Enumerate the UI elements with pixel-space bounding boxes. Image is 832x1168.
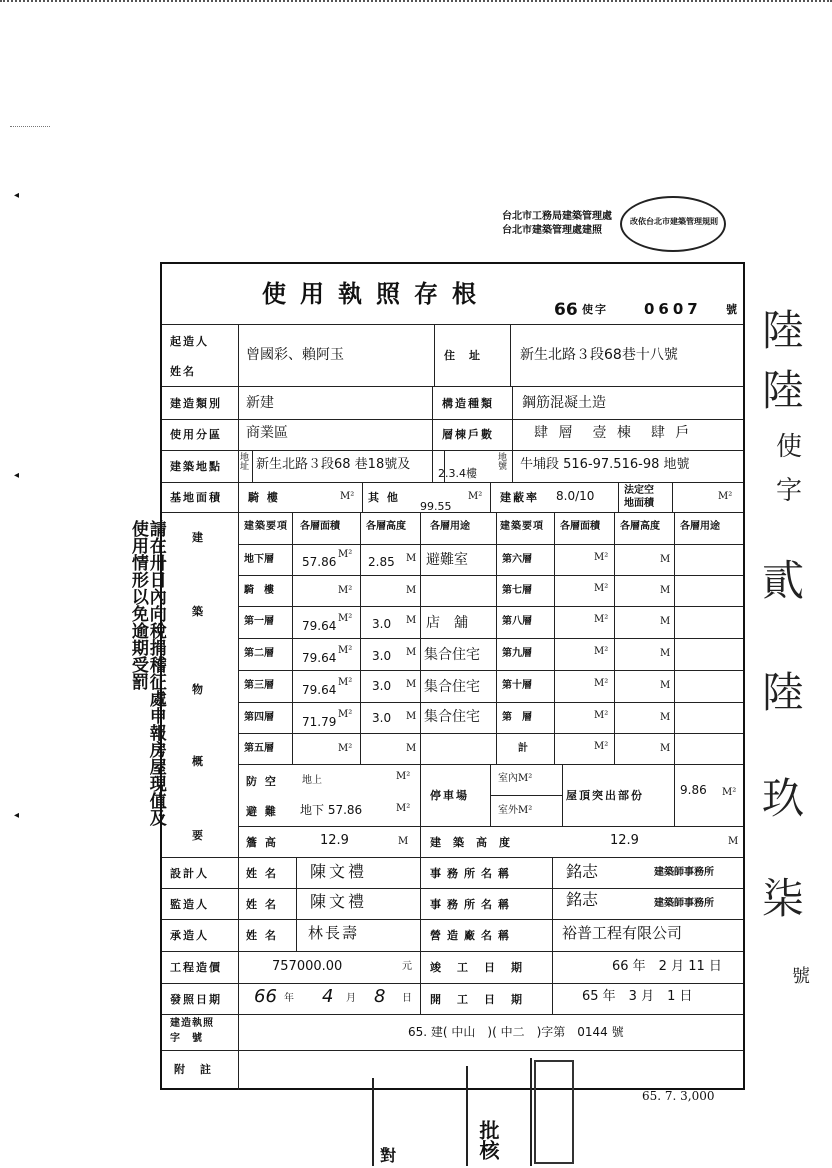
site-area-label: 基地面積 bbox=[170, 491, 222, 504]
floor-use: 集合住宅 bbox=[424, 709, 480, 725]
roof-projection-value: 9.86 bbox=[680, 783, 707, 797]
coverage-ratio-label: 建蔽率 bbox=[500, 491, 539, 504]
right-mark-2: 陸 bbox=[762, 366, 805, 415]
contractor-name-label: 姓名 bbox=[246, 929, 284, 942]
other-area-label: 其 他 bbox=[368, 491, 400, 504]
issue-day: 8 bbox=[374, 986, 386, 1007]
construction-type-label: 建造類別 bbox=[170, 397, 222, 410]
floor-area: 79.64 bbox=[302, 683, 337, 697]
contractor-label: 承造人 bbox=[170, 929, 209, 942]
permit-suffix: 號 bbox=[726, 303, 739, 316]
floor-name: 第四層 bbox=[244, 712, 274, 723]
approval-stamp-red bbox=[534, 1060, 574, 1164]
floor-area-unit: M² bbox=[594, 741, 609, 752]
permit-year: 66 bbox=[554, 300, 578, 320]
designer-label: 設計人 bbox=[170, 867, 209, 880]
contractor-firm: 裕普工程有限公司 bbox=[562, 924, 683, 942]
designer-office: 銘志 bbox=[566, 862, 599, 881]
parking-label: 停車場 bbox=[430, 789, 469, 802]
building-height-unit: M bbox=[728, 836, 739, 847]
floor-name: 第 層 bbox=[502, 712, 532, 723]
floor-name: 騎 樓 bbox=[244, 585, 274, 596]
designer-office-label: 事務所名稱 bbox=[430, 867, 515, 880]
arcade-area-unit: M² bbox=[340, 491, 355, 502]
floor-height-unit: M bbox=[406, 553, 417, 564]
header-height-right: 各層高度 bbox=[620, 521, 660, 532]
project-cost-label: 工程造價 bbox=[170, 961, 222, 974]
stamp-oval-text: 改依台北市建築管理規則 bbox=[630, 216, 718, 226]
supervisor-office-label: 事務所名稱 bbox=[430, 898, 515, 911]
site-lot-tag: 地號 bbox=[498, 453, 508, 472]
supervisor-name-label: 姓名 bbox=[246, 898, 284, 911]
floor-area-unit: M² bbox=[594, 614, 609, 625]
approval-mark: 批核 bbox=[476, 1120, 500, 1160]
permit-word: 使字 bbox=[582, 303, 608, 316]
floor-name: 第十層 bbox=[502, 680, 532, 691]
shelter-below-unit: M² bbox=[396, 803, 411, 814]
construction-type: 新建 bbox=[246, 395, 274, 411]
legal-open-area-label-1: 法定空 bbox=[624, 485, 654, 496]
shelter-below: 地下 57.86 bbox=[300, 803, 363, 817]
floor-area-unit: M² bbox=[338, 613, 353, 624]
floor-name: 第一層 bbox=[244, 616, 274, 627]
site-address-tag: 地址 bbox=[240, 453, 250, 472]
floor-unit-count-label: 層棟戶數 bbox=[442, 428, 494, 441]
remarks-label: 附 註 bbox=[174, 1063, 213, 1076]
air-defense-label-2: 避 難 bbox=[246, 805, 278, 818]
floor-height-unit: M bbox=[660, 712, 671, 723]
floor-height-unit: M bbox=[660, 680, 671, 691]
floor-area-unit: M² bbox=[338, 677, 353, 688]
construction-permit-label-2: 字 號 bbox=[170, 1033, 203, 1044]
issue-year: 66 bbox=[254, 986, 277, 1007]
floor-height-unit: M bbox=[660, 554, 671, 565]
form-title: 使用執照存根 bbox=[262, 279, 490, 308]
scan-edge-noise bbox=[0, 0, 832, 6]
structure-type: 鋼筋混凝土造 bbox=[522, 395, 606, 411]
floor-height: 3.0 bbox=[372, 679, 392, 693]
designer-name: 陳文禮 bbox=[310, 862, 368, 881]
floor-name: 第八層 bbox=[502, 616, 532, 627]
coverage-ratio: 8.0/10 bbox=[556, 489, 595, 503]
owner-name-label: 姓名 bbox=[170, 365, 196, 378]
floor-area: 57.86 bbox=[302, 555, 337, 569]
permit-number: 0607 bbox=[644, 300, 702, 318]
floor-height-unit: M bbox=[406, 615, 417, 626]
header-use-left: 各層用途 bbox=[430, 521, 470, 532]
tax-reminder-note: 請在卅日內向稅捐稽征處申報房屋現值及使用情形以免逾期受罰 bbox=[127, 520, 166, 826]
floor-use: 避難室 bbox=[426, 552, 468, 568]
floor-area-unit: M² bbox=[594, 646, 609, 657]
floor-height: 3.0 bbox=[372, 711, 392, 725]
scan-speck: ◂ bbox=[14, 810, 20, 821]
roof-projection-label: 屋頂突出部份 bbox=[566, 789, 644, 802]
roof-projection-unit: M² bbox=[722, 787, 737, 798]
issue-year-unit: 年 bbox=[284, 993, 294, 1004]
floor-area-unit: M² bbox=[594, 552, 609, 563]
floor-name: 第九層 bbox=[502, 648, 532, 659]
floor-area-unit: M² bbox=[338, 549, 353, 560]
owner-address: 新生北路３段68巷十八號 bbox=[520, 347, 678, 363]
supervisor-label: 監造人 bbox=[170, 898, 209, 911]
issue-month-unit: 月 bbox=[346, 993, 356, 1004]
owner-address-label: 住址 bbox=[444, 349, 494, 362]
construction-permit-label-1: 建造執照 bbox=[170, 1018, 214, 1029]
owner-label: 起造人 bbox=[170, 335, 209, 348]
building-summary-char-3: 物 bbox=[192, 683, 205, 696]
floor-height-unit: M bbox=[406, 585, 417, 596]
header-area-left: 各層面積 bbox=[300, 521, 340, 532]
floor-height: 2.85 bbox=[368, 555, 395, 569]
right-mark-9: 號 bbox=[792, 966, 810, 987]
issue-month: 4 bbox=[322, 986, 334, 1007]
floor-height-unit: M bbox=[406, 711, 417, 722]
floor-name: 第六層 bbox=[502, 554, 532, 565]
site-address: 新生北路３段68 巷18號及 bbox=[256, 457, 411, 472]
right-mark-5: 貳 bbox=[762, 556, 805, 605]
floor-area: 71.79 bbox=[302, 715, 337, 729]
floor-area-unit: M² bbox=[338, 743, 353, 754]
floor-area-unit: M² bbox=[338, 645, 353, 656]
structure-type-label: 構造種類 bbox=[442, 397, 494, 410]
floor-area-unit: M² bbox=[594, 583, 609, 594]
building-summary-char-2: 築 bbox=[192, 605, 205, 618]
start-date: 65 年 3 月 1 日 bbox=[582, 989, 693, 1004]
right-mark-7: 玖 bbox=[762, 774, 805, 823]
floor-name: 第七層 bbox=[502, 585, 532, 596]
right-mark-4: 字 bbox=[776, 476, 803, 506]
site-lot-number: 牛埔段 516-97.516-98 地號 bbox=[520, 457, 690, 472]
supervisor-name: 陳文禮 bbox=[310, 892, 368, 911]
floor-height-unit: M bbox=[406, 743, 417, 754]
floor-area-unit: M² bbox=[594, 710, 609, 721]
floor-name: 第三層 bbox=[244, 680, 274, 691]
supervisor-office-suffix: 建築師事務所 bbox=[654, 898, 714, 909]
floor-height-unit: M bbox=[660, 648, 671, 659]
floor-height-unit: M bbox=[406, 647, 417, 658]
floor-height-unit: M bbox=[660, 616, 671, 627]
completion-date-label: 竣工日期 bbox=[430, 961, 538, 974]
scan-speck bbox=[10, 126, 50, 128]
site-note: 2.3.4樓 bbox=[438, 467, 477, 480]
floor-area: 79.64 bbox=[302, 619, 337, 633]
contractor-firm-label: 營造廠名稱 bbox=[430, 929, 515, 942]
eaves-height: 12.9 bbox=[320, 833, 349, 848]
building-summary-char-4: 概 bbox=[192, 755, 205, 768]
shelter-above: 地上 bbox=[302, 775, 322, 786]
supervisor-office: 銘志 bbox=[566, 890, 599, 909]
eaves-height-unit: M bbox=[398, 836, 409, 847]
floor-height-unit: M bbox=[660, 743, 671, 754]
designer-name-label: 姓名 bbox=[246, 867, 284, 880]
stamp-line-1: 台北市工務局建築管理處 bbox=[502, 211, 612, 222]
scan-speck: ◂ bbox=[14, 470, 20, 481]
floor-name: 第二層 bbox=[244, 648, 274, 659]
right-mark-8: 柒 bbox=[762, 874, 805, 923]
project-cost-unit: 元 bbox=[402, 961, 412, 972]
shelter-above-unit: M² bbox=[396, 771, 411, 782]
zoning-label: 使用分區 bbox=[170, 428, 222, 441]
legal-open-area-unit: M² bbox=[718, 491, 733, 502]
other-area-unit: M² bbox=[468, 491, 483, 502]
contractor-name: 林長壽 bbox=[308, 924, 360, 942]
building-height-label: 建築高度 bbox=[430, 836, 522, 849]
building-height: 12.9 bbox=[610, 833, 639, 848]
right-mark-1: 陸 bbox=[762, 306, 805, 355]
arcade-area-label: 騎 樓 bbox=[248, 491, 280, 504]
floor-name: 第五層 bbox=[244, 743, 274, 754]
designer-office-suffix: 建築師事務所 bbox=[654, 867, 714, 878]
floor-area-unit: M² bbox=[338, 709, 353, 720]
floor-name: 計 bbox=[518, 743, 528, 754]
floor-use: 集合住宅 bbox=[424, 679, 480, 695]
stamp-top-oval bbox=[620, 196, 726, 252]
print-run-note: 65. 7. 3,000 bbox=[642, 1089, 715, 1103]
header-height-left: 各層高度 bbox=[366, 521, 406, 532]
completion-date: 66 年 2 月 11 日 bbox=[612, 959, 722, 974]
building-summary-char-1: 建 bbox=[192, 531, 205, 544]
floor-height: 3.0 bbox=[372, 617, 392, 631]
issue-date-label: 發照日期 bbox=[170, 993, 222, 1006]
start-date-label: 開工日期 bbox=[430, 993, 538, 1006]
legal-open-area-label-2: 地面積 bbox=[624, 498, 654, 509]
parking-outdoor: 室外M² bbox=[498, 805, 533, 816]
approval-stamp-divider bbox=[530, 1058, 532, 1166]
owner-name: 曾國彩、賴阿玉 bbox=[246, 347, 344, 363]
floor-height: 3.0 bbox=[372, 649, 392, 663]
floor-use: 集合住宅 bbox=[424, 647, 480, 663]
signature-mark: 對 bbox=[380, 1146, 397, 1165]
zoning: 商業區 bbox=[246, 425, 288, 441]
header-area-right: 各層面積 bbox=[560, 521, 600, 532]
issue-day-unit: 日 bbox=[402, 993, 412, 1004]
floor-name: 地下層 bbox=[244, 554, 274, 565]
header-use-right: 各層用途 bbox=[680, 521, 720, 532]
stamp-line-2: 台北市建築管理處建照 bbox=[502, 225, 602, 236]
floor-height-unit: M bbox=[660, 585, 671, 596]
project-cost: 757000.00 bbox=[272, 959, 343, 974]
floor-unit-count: 肆 層 壹 棟 肆 戶 bbox=[534, 425, 693, 441]
right-mark-3: 使 bbox=[776, 432, 803, 462]
eaves-height-label: 簷 高 bbox=[246, 836, 278, 849]
floor-area-unit: M² bbox=[594, 678, 609, 689]
approval-stamp-divider bbox=[466, 1066, 468, 1166]
floor-height-unit: M bbox=[406, 679, 417, 690]
construction-permit-number: 65. 建( 中山 )( 中二 )字第 0144 號 bbox=[408, 1025, 624, 1039]
header-item-right: 建築要項 bbox=[500, 521, 544, 532]
usage-permit-stub-form bbox=[160, 262, 745, 1090]
floor-area: 79.64 bbox=[302, 651, 337, 665]
floor-use: 店 舖 bbox=[426, 615, 468, 631]
other-area: 99.55 bbox=[420, 500, 452, 513]
parking-indoor: 室內M² bbox=[498, 773, 533, 784]
air-defense-label-1: 防 空 bbox=[246, 775, 278, 788]
header-item-left: 建築要項 bbox=[244, 521, 288, 532]
right-mark-6: 陸 bbox=[762, 668, 805, 717]
site-label: 建築地點 bbox=[170, 460, 222, 473]
scan-speck: ◂ bbox=[14, 190, 20, 201]
floor-area-unit: M² bbox=[338, 585, 353, 596]
building-summary-char-5: 要 bbox=[192, 829, 205, 842]
